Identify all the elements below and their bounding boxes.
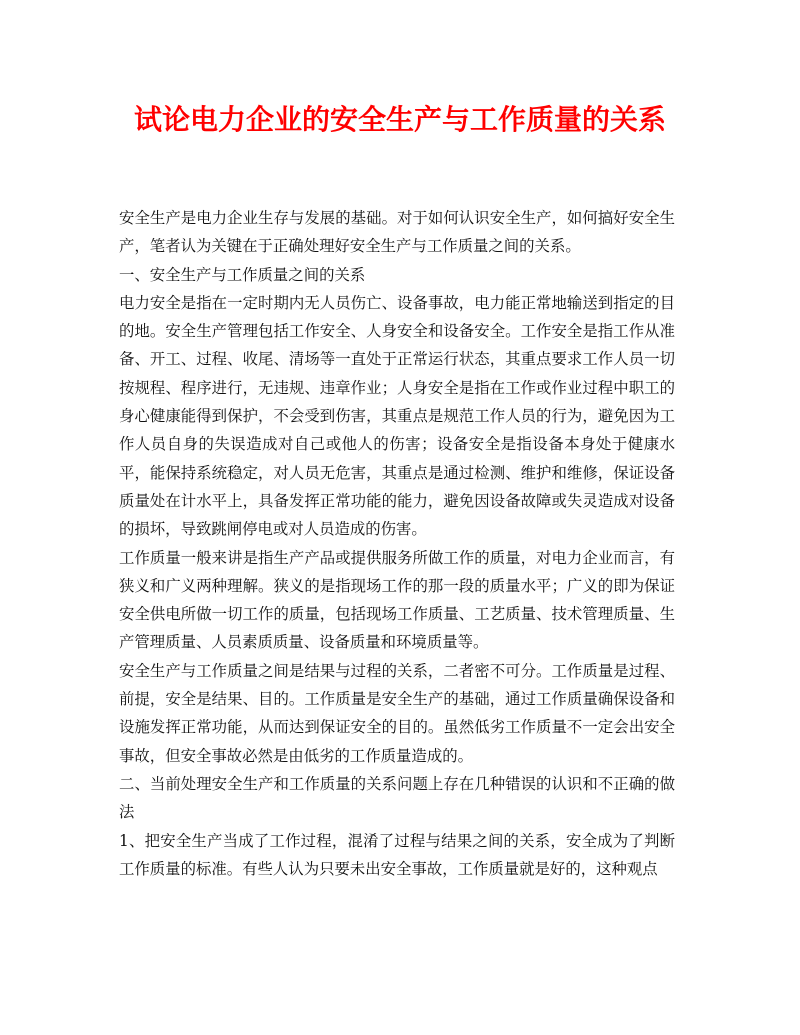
paragraph-intro: 安全生产是电力企业生存与发展的基础。对于如何认识安全生产，如何搞好安全生产，笔者认为关键在于正确处理好安全生产与工作质量之间的关系。: [119, 209, 675, 256]
paragraph-electric-safety: 电力安全是指在一定时期内无人员伤亡、设备事故，电力能正常地输送到指定的目的地。安全生产管理包括工作安全、人身安全和设备安全。工作安全是指工作从准备、开工、过程、收尾、清场等一直处于正常运行状态，其重点要求工作人员一切按规程、程序进行，无违规、违章作业；人身安全是指在工作或作业过程中职工的身心健康能得到保护，不会受到伤害，其重点是规范工作人员的行为，避免因为工作人员自身的失误造成对自己或他人的伤害；设备安全是指设备本身处于健康水平，能保持系统稳定，对人员无危害，其重点是通过检测、维护和维修，保证设备质量处在计水平上，具备发挥正常功能的能力，避免因设备故障或失灵造成对设备的损坏，导致跳闸停电或对人员造成的伤害。: [119, 293, 675, 539]
document-body: [119, 204, 675, 883]
paragraph-work-quality: 工作质量一般来讲是指生产产品或提供服务所做工作的质量，对电力企业而言，有狭义和广义两种理解。狭义的是指现场工作的那一段的质量水平；广义的即为保证安全供电所做一切工作的质量，包括现场工作质量、工艺质量、技术管理质量、生产管理质量、人员素质质量、设备质量和环境质量等。: [119, 548, 675, 652]
paragraph-relationship: 安全生产与工作质量之间是结果与过程的关系，二者密不可分。工作质量是过程、前提，安全是结果、目的。工作质量是安全生产的基础，通过工作质量确保设备和设施发挥正常功能，从而达到保证安全的目的。虽然低劣工作质量不一定会出安全事故，但安全事故必然是由低劣的工作质量造成的。: [119, 661, 675, 765]
paragraph-point-1: 1、把安全生产当成了工作过程，混淆了过程与结果之间的关系，安全成为了判断工作质量的标准。有些人认为只要未出安全事故，工作质量就是好的，这种观点: [119, 831, 675, 878]
document-title: 试论电力企业的安全生产与工作质量的关系: [133, 103, 666, 136]
section-heading-2: 二、当前处理安全生产和工作质量的关系问题上存在几种错误的认识和不正确的做法: [119, 774, 675, 822]
section-heading-1: 一、安全生产与工作质量之间的关系: [119, 265, 366, 284]
